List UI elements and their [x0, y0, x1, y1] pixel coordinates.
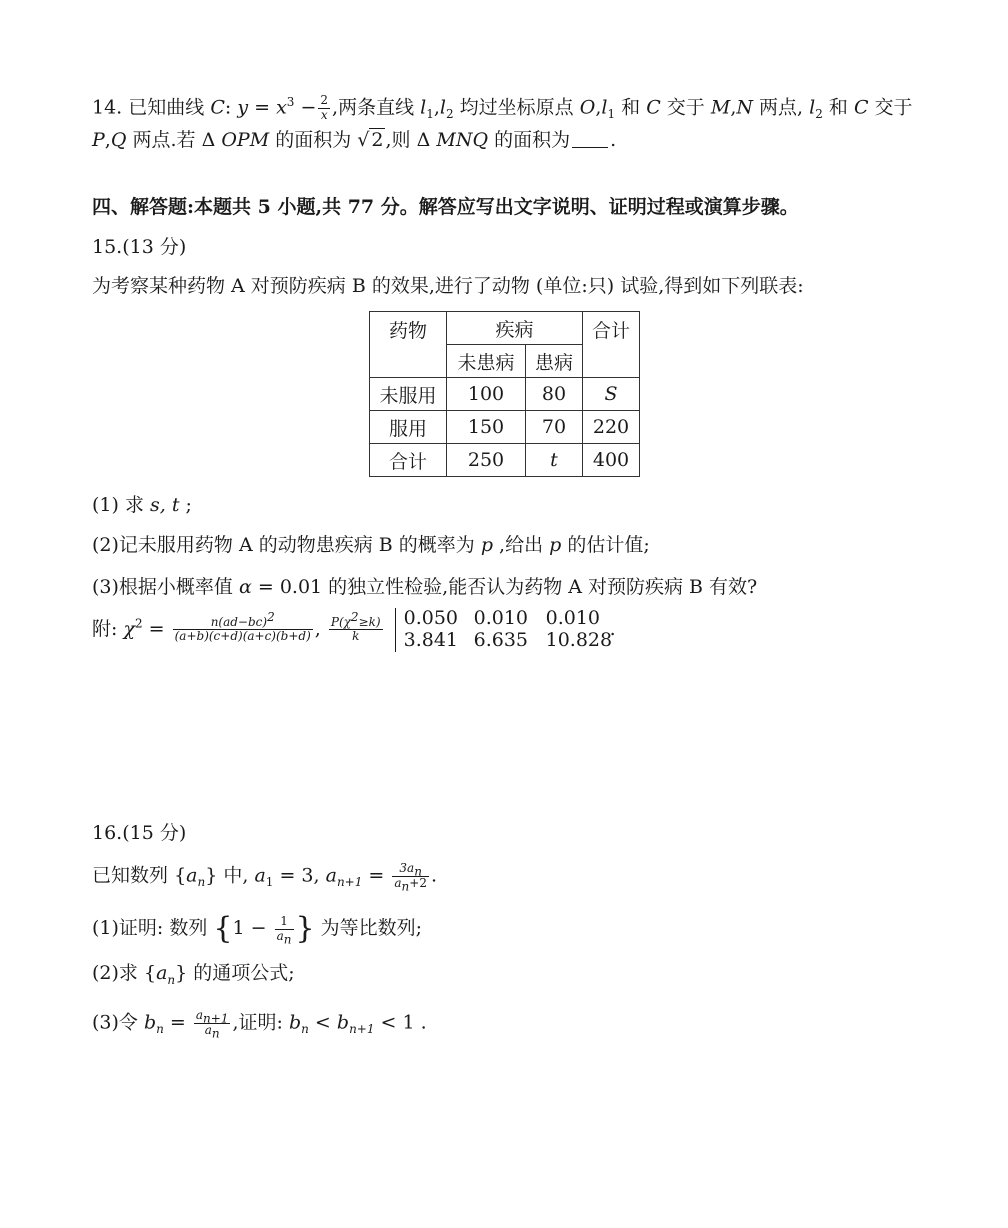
- table-row: 合计 250 t 400: [370, 444, 640, 477]
- contingency-table: [369, 311, 640, 477]
- q14-number: 14.: [92, 96, 123, 119]
- table-header-total: 合计: [583, 312, 640, 378]
- section-heading: 四、解答题:本题共 5 小题,共 77 分。解答应写出文字说明、证明过程或演算步骤。: [92, 196, 799, 218]
- q15-number: 15.(13 分): [92, 236, 187, 258]
- table-row: 未服用 100 80 S: [370, 378, 640, 411]
- probability-label: $\frac{P(\chi^2\ge k)}{k}$: [330, 609, 381, 644]
- answer-blank[interactable]: [572, 147, 608, 148]
- table-header-notsick: 未患病: [447, 345, 526, 378]
- q16-part1: (1)证明: 数列 {1 − $\frac{1}{a_n}$ } 为等比数列;: [92, 911, 423, 946]
- q14-line2: P,Q 两点.若 Δ OPM 的面积为 √ 2 ,则 Δ MNQ 的面积为 .: [92, 129, 617, 151]
- q14-line1: 14. 已知曲线 C: $y = x^3$ − $\frac{2}{x}$ ,两条直线 $l_1,l_2$ 均过坐标原点 $O,l_1$ 和 C 交于 M,N 两点, $l_2$ 和 C 交于: [92, 93, 913, 122]
- q15-part1: (1) 求 s, t ;: [92, 494, 192, 516]
- critical-value-table: 0.050 0.010 0.010 3.841 6.635 10.828: [395, 608, 610, 652]
- q15-part3: (3)根据小概率值 α = 0.01 的独立性检验,能否认为药物 A 对预防疾病 B 有效?: [92, 576, 758, 598]
- q16-number: 16.(15 分): [92, 822, 187, 844]
- q15-appendix: 附: $\chi^2$ = $\frac{n(ad-bc)^2}{(a+b)(c+d)(a+c)(b+d)}$ , $\frac{P(\chi^2\ge k)}{k}$ 0.050 0.010 0.010 3.841 6.635 10.828 .: [92, 607, 616, 651]
- sqrt-two: √ 2: [357, 129, 384, 151]
- q16-statement: 已知数列 $\{a_n\}$ 中, $a_1 = 3$, $a_{n+1}$ = $\frac{3a_n}{a_n+2}$ .: [92, 861, 438, 894]
- table-header-sick: 患病: [526, 345, 583, 378]
- recurrence-fraction: $\frac{3a_n}{a_n+2}$: [394, 861, 427, 894]
- table-row: 服用 150 70 220: [370, 411, 640, 444]
- q15-part2: (2)记未服用药物 A 的动物患疾病 B 的概率为 p ,给出 p 的估计值;: [92, 534, 650, 556]
- q16-part2: (2)求 $\{a_n\}$ 的通项公式;: [92, 962, 295, 987]
- q14-fraction: $\frac{2}{x}$: [320, 93, 329, 122]
- q15-intro: 为考察某种药物 A 对预防疾病 B 的效果,进行了动物 (单位:只) 试验,得到如下列联表:: [92, 275, 804, 297]
- table-header-drug: 药物: [370, 312, 447, 378]
- table-header-disease: 疾病: [447, 312, 583, 345]
- q16-part3: (3)令 $b_n$ = $\frac{a_{n+1}}{a_n}$ ,证明: $b_n < b_{n+1} < 1$ .: [92, 1008, 427, 1041]
- chi-square-formula: $\frac{n(ad-bc)^2}{(a+b)(c+d)(a+c)(b+d)}$: [174, 609, 311, 644]
